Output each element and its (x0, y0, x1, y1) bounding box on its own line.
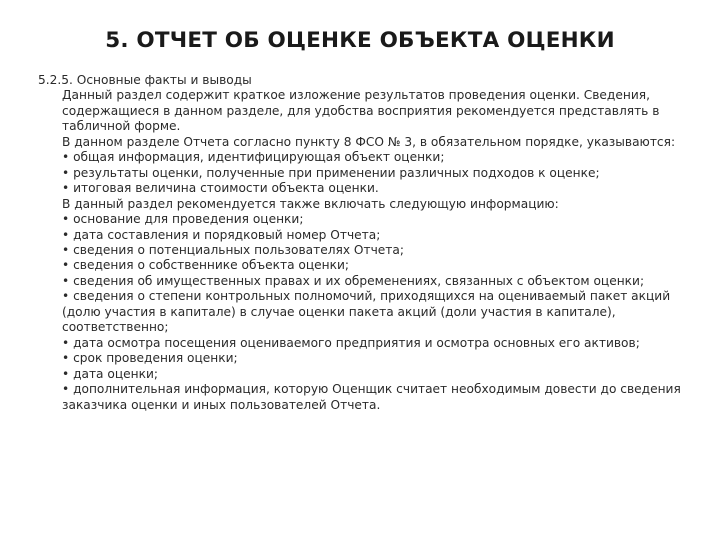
list-item: • результаты оценки, полученные при применении различных подходов к оценке; (62, 165, 600, 180)
list-item: • сведения об имущественных правах и их обременениях, связанных с объектом оценки; (62, 273, 645, 288)
list-item: • основание для проведения оценки; (62, 212, 304, 227)
list-item: • общая информация, идентифицирующая объект оценки; (62, 150, 445, 165)
paragraph-recommended: В данный раздел рекомендуется также включать следующую информацию: (62, 196, 559, 211)
section-heading: 5.2.5. Основные факты и выводы (38, 73, 252, 87)
list-item: • итоговая величина стоимости объекта оценки. (62, 181, 379, 196)
list-item: • дата осмотра посещения оцениваемого предприятия и осмотра основных его активов; (62, 335, 640, 350)
list-item: • дата оценки; (62, 366, 159, 381)
body-text (38, 88, 698, 413)
paragraph-required: В данном разделе Отчета согласно пункту 8 ФСО № 3, в обязательном порядке, указываются: (62, 134, 676, 149)
list-item: • срок проведения оценки; (62, 351, 238, 366)
list-item: • сведения о собственнике объекта оценки; (62, 258, 350, 273)
slide-body (38, 73, 698, 413)
list-item: • дополнительная информация, которую Оценщик считает необходимым довести до сведения заказчика оценки и иных пользователей Отчета. (62, 382, 681, 412)
list-item: • сведения о потенциальных пользователях Отчета; (62, 242, 404, 257)
slide-title: 5. ОТЧЕТ ОБ ОЦЕНКЕ ОБЪЕКТА ОЦЕНКИ (105, 28, 615, 53)
list-item: • сведения о степени контрольных полномочий, приходящихся на оцениваемый пакет акций (долю участия в капитале) в случае оценки пакета акций (доли участия в капитале), соответственно; (62, 289, 671, 335)
list-item: • дата составления и порядковый номер Отчета; (62, 227, 381, 242)
paragraph-intro: Данный раздел содержит краткое изложение результатов проведения оценки. Сведения, содержащиеся в данном разделе, для удобства восприятия рекомендуется представлять в табличной форме. (62, 88, 660, 134)
